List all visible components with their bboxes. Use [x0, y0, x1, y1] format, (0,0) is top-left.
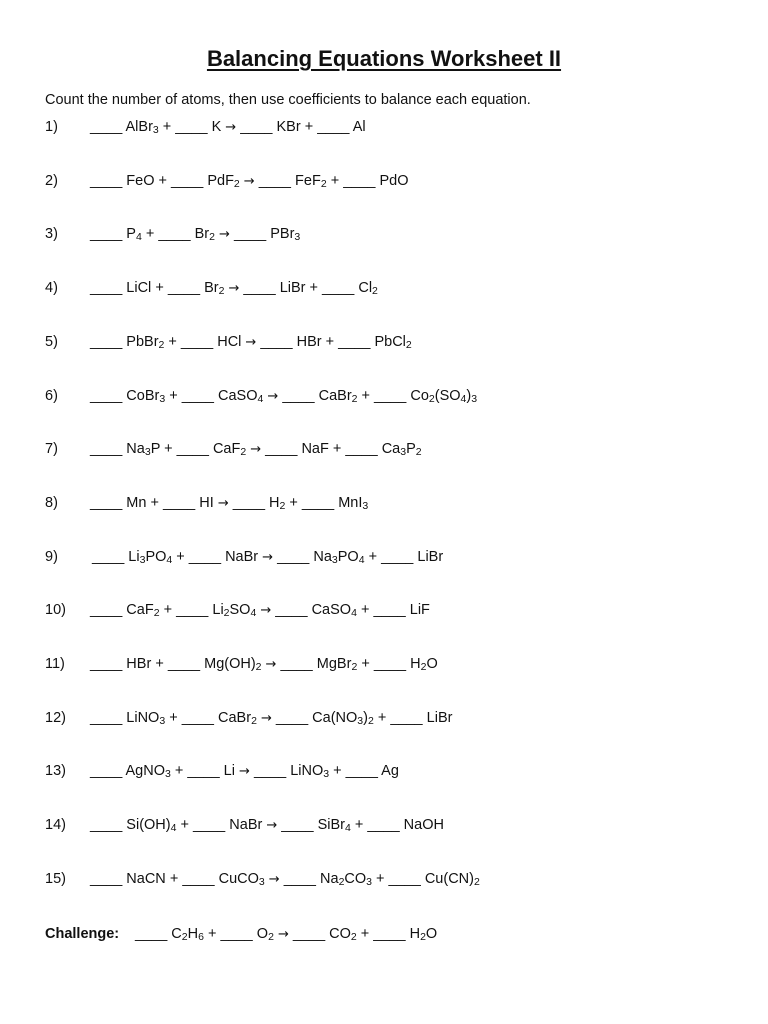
- subscript: 2: [218, 285, 225, 298]
- problem-row: [45, 708, 745, 728]
- chemical-formula: PbCl$_2$: [374, 333, 412, 351]
- subscript: 3: [294, 231, 301, 244]
- chemical-formula: LiNO$_3$: [290, 763, 330, 781]
- plus-sign: +: [368, 548, 378, 565]
- subscript: 4: [166, 553, 173, 566]
- plus-sign: +: [360, 602, 370, 619]
- chemical-formula: KBr: [276, 119, 301, 135]
- subscript: 2: [233, 177, 240, 190]
- problem-row: [45, 869, 745, 889]
- chemical-formula: $Cl_2$: [358, 280, 378, 298]
- challenge-equation: [135, 924, 437, 945]
- problem-row: [45, 224, 745, 244]
- problem-number: 13): [45, 763, 66, 780]
- problem-row: [45, 439, 745, 459]
- problem-row: [45, 547, 745, 567]
- coefficient-blank: ____: [176, 441, 209, 458]
- subscript: 2: [473, 875, 480, 888]
- yields-arrow-icon: →: [225, 120, 237, 135]
- coefficient-blank: ____: [233, 226, 267, 243]
- problem-number: 15): [45, 870, 66, 887]
- subscript: 2: [367, 714, 374, 727]
- chemical-formula: FeF$_2$: [295, 172, 327, 190]
- problem-number: 12): [45, 709, 66, 726]
- coefficient-blank: ____: [260, 333, 293, 350]
- subscript: 3: [471, 392, 478, 405]
- subscript: 3: [165, 768, 171, 781]
- chemical-formula: CaBr$_2$: [318, 387, 358, 405]
- problem-number: 9): [45, 548, 58, 565]
- subscript: 2: [153, 607, 160, 620]
- coefficient-blank: ____: [343, 172, 376, 189]
- chemical-formula: HCl: [217, 333, 242, 350]
- chemical-formula: HBr: [296, 333, 322, 350]
- coefficient-blank: ____: [240, 119, 273, 135]
- subscript: 3: [139, 553, 146, 566]
- coefficient-blank: ____: [243, 280, 276, 297]
- chemical-formula: $Mg(OH)_2$: [204, 656, 262, 673]
- plus-sign: +: [180, 817, 189, 834]
- subscript: 3: [144, 446, 151, 459]
- subscript: 2: [428, 392, 435, 405]
- coefficient-blank: ____: [90, 226, 123, 243]
- coefficient-blank: ____: [90, 656, 123, 672]
- problem-row: [45, 332, 745, 352]
- problem-number: 14): [45, 817, 66, 834]
- chemical-formula: $Br_2$: [194, 226, 215, 244]
- plus-sign: +: [207, 925, 217, 942]
- coefficient-blank: ____: [292, 925, 326, 942]
- plus-sign: +: [169, 387, 178, 404]
- yields-arrow-icon: →: [262, 549, 274, 565]
- problem-row: [45, 761, 745, 781]
- problem-row: [45, 386, 745, 406]
- coefficient-blank: ____: [388, 870, 421, 887]
- coefficient-blank: ____: [90, 870, 123, 887]
- problem-number: 8): [45, 494, 58, 511]
- coefficient-blank: ____: [220, 925, 253, 942]
- chemical-formula: $C_2H_6$: [171, 925, 204, 943]
- subscript: 2: [240, 446, 247, 459]
- plus-sign: +: [330, 172, 340, 189]
- plus-sign: +: [309, 280, 319, 297]
- chemical-formula: NaBr: [229, 817, 263, 834]
- coefficient-blank: ____: [90, 817, 123, 834]
- subscript: 3: [331, 553, 338, 566]
- problem-row: [45, 493, 745, 513]
- subscript: 2: [223, 607, 230, 620]
- chemical-formula: $CO_2$: [329, 925, 357, 943]
- subscript: 2: [158, 338, 165, 351]
- equation: [90, 493, 368, 514]
- coefficient-blank: ____: [162, 494, 196, 511]
- coefficient-blank: ____: [374, 387, 407, 404]
- coefficient-blank: ____: [92, 548, 125, 565]
- chemical-formula: LiNO$_3$: [126, 709, 166, 727]
- subscript: 2: [415, 446, 422, 459]
- yields-arrow-icon: →: [219, 227, 230, 243]
- subscript: 2: [255, 661, 262, 673]
- chemical-formula: $P_4$: [126, 226, 142, 244]
- equation: [90, 278, 378, 299]
- coefficient-blank: ____: [281, 817, 314, 834]
- coefficient-blank: ____: [176, 602, 209, 619]
- yields-arrow-icon: →: [267, 388, 279, 404]
- subscript: 4: [460, 392, 467, 405]
- plus-sign: +: [304, 119, 314, 135]
- chemical-formula: LiBr: [417, 548, 444, 565]
- plus-sign: +: [169, 870, 179, 887]
- chemical-formula: CaF$_2$: [212, 441, 247, 459]
- coefficient-blank: ____: [275, 602, 308, 619]
- coefficient-blank: ____: [181, 709, 214, 726]
- chemical-formula: $Li_3PO_4$: [128, 548, 173, 566]
- yields-arrow-icon: →: [260, 710, 272, 726]
- coefficient-blank: ____: [338, 333, 371, 350]
- yields-arrow-icon: →: [277, 926, 289, 942]
- problem-row: [45, 278, 745, 298]
- chemical-formula: $Na_3P$: [126, 441, 161, 459]
- chemical-formula: Mn: [126, 494, 147, 511]
- chemical-formula: LiBr: [426, 709, 453, 726]
- chemical-formula: CaSO$_4$: [311, 602, 357, 620]
- coefficient-blank: ____: [90, 172, 123, 189]
- chemical-formula: CaBr$_2$: [218, 709, 257, 727]
- subscript: 3: [362, 499, 369, 512]
- plus-sign: +: [168, 333, 177, 350]
- chemical-formula: PdO: [379, 172, 409, 189]
- chemical-formula: Li: [223, 763, 235, 780]
- coefficient-blank: ____: [367, 817, 400, 834]
- subscript: 2: [405, 338, 412, 351]
- equation: [90, 708, 452, 729]
- problem-number: 10): [45, 602, 66, 619]
- subscript: 3: [323, 768, 330, 781]
- problem-number: 2): [45, 172, 58, 189]
- equation: [90, 332, 412, 353]
- chemical-formula: MnI$_3$: [338, 494, 369, 512]
- subscript: 3: [357, 714, 364, 727]
- subscript: 2: [338, 875, 345, 888]
- plus-sign: +: [155, 656, 164, 672]
- coefficient-blank: ____: [390, 709, 423, 726]
- subscript: 2: [279, 499, 286, 512]
- problem-number: 5): [45, 333, 58, 350]
- coefficient-blank: ____: [301, 494, 335, 511]
- plus-sign: +: [174, 763, 184, 780]
- coefficient-blank: ____: [158, 226, 191, 243]
- worksheet-title: [0, 44, 768, 74]
- equation: [90, 171, 409, 192]
- chemical-formula: $Co_2(SO_4)_3$: [410, 387, 478, 405]
- coefficient-blank: ____: [90, 494, 123, 511]
- coefficient-blank: ____: [167, 656, 201, 672]
- subscript: 2: [251, 714, 257, 727]
- coefficient-blank: ____: [280, 656, 313, 672]
- chemical-formula: CuCO$_3$: [218, 870, 265, 888]
- problem-number: 6): [45, 387, 58, 404]
- equation: [90, 600, 430, 621]
- chemical-formula: AlBr$_3$: [125, 119, 159, 136]
- plus-sign: +: [289, 494, 298, 511]
- chemical-formula: Al: [352, 119, 366, 135]
- coefficient-blank: ____: [283, 870, 316, 887]
- plus-sign: +: [333, 763, 342, 780]
- coefficient-blank: ____: [187, 763, 220, 780]
- chemical-formula: LiF: [409, 602, 430, 619]
- yields-arrow-icon: →: [245, 334, 257, 350]
- subscript: 4: [135, 231, 142, 244]
- yields-arrow-icon: →: [243, 173, 255, 189]
- coefficient-blank: ____: [90, 709, 123, 726]
- coefficient-blank: ____: [373, 602, 406, 619]
- chemical-formula: PbBr$_2$: [126, 333, 165, 351]
- coefficient-blank: ____: [317, 119, 350, 135]
- plus-sign: +: [361, 656, 370, 672]
- plus-sign: +: [150, 494, 159, 511]
- chemical-formula: CaF$_2$: [126, 602, 160, 620]
- coefficient-blank: ____: [192, 817, 226, 834]
- chemical-formula: $Na_3PO_4$: [313, 548, 365, 566]
- chemical-formula: $Cu(CN)_2$: [424, 870, 480, 888]
- subscript: 4: [250, 607, 257, 620]
- chemical-formula: Ag: [381, 763, 399, 780]
- coefficient-blank: ____: [182, 870, 215, 887]
- chemical-formula: MgBr$_2$: [316, 656, 358, 673]
- problem-number: 3): [45, 226, 58, 243]
- coefficient-blank: ____: [90, 441, 123, 458]
- plus-sign: +: [376, 870, 385, 887]
- coefficient-blank: ____: [258, 172, 291, 189]
- coefficient-blank: ____: [373, 656, 407, 672]
- equation: [90, 815, 444, 836]
- problem-row: [45, 815, 745, 835]
- chemical-formula: $Ca(NO_3)_2$: [312, 709, 374, 727]
- subscript: 3: [159, 392, 166, 405]
- coefficient-blank: ____: [188, 548, 222, 565]
- coefficient-blank: ____: [181, 387, 214, 404]
- problem-row: [45, 171, 745, 191]
- equation: [92, 547, 443, 568]
- subscript: 3: [159, 714, 166, 727]
- problem-number: 1): [45, 119, 58, 135]
- subscript: 2: [351, 392, 358, 405]
- chemical-formula: CaSO$_4$: [218, 387, 264, 405]
- problem-row: [45, 600, 745, 620]
- subscript: 4: [351, 607, 357, 620]
- coefficient-blank: ____: [282, 387, 315, 404]
- coefficient-blank: ____: [345, 441, 378, 458]
- coefficient-blank: ____: [90, 602, 123, 619]
- coefficient-blank: ____: [253, 763, 287, 780]
- chemical-formula: HBr: [126, 656, 152, 672]
- plus-sign: +: [361, 387, 371, 404]
- subscript: 2: [320, 177, 327, 190]
- yields-arrow-icon: →: [217, 495, 229, 511]
- problem-row: [45, 654, 745, 674]
- plus-sign: +: [162, 119, 172, 135]
- subscript: 2: [420, 930, 426, 943]
- yields-arrow-icon: →: [228, 281, 240, 297]
- chemical-formula: NaOH: [403, 817, 444, 834]
- chemical-formula: PBr$_3$: [270, 226, 301, 244]
- plus-sign: +: [325, 333, 335, 350]
- instructions-text: Count the number of atoms, then use coefficients to balance each equation.: [45, 92, 531, 108]
- yields-arrow-icon: →: [250, 442, 262, 458]
- chemical-formula: $Na_2CO_3$: [320, 870, 372, 888]
- coefficient-blank: ____: [167, 280, 201, 297]
- coefficient-blank: ____: [171, 172, 204, 189]
- chemical-formula: $H_2O$: [409, 925, 438, 943]
- problem-number: 7): [45, 441, 58, 458]
- coefficient-blank: ____: [265, 441, 298, 458]
- chemical-formula: NaCN: [126, 870, 166, 887]
- subscript: 4: [345, 822, 351, 835]
- chemical-formula: $H_2$: [269, 494, 286, 512]
- yields-arrow-icon: →: [268, 871, 280, 887]
- plus-sign: +: [164, 441, 173, 458]
- yields-arrow-icon: →: [239, 764, 250, 780]
- subscript: 4: [257, 392, 264, 405]
- equation: [90, 761, 399, 782]
- coefficient-blank: ____: [90, 333, 123, 350]
- yields-arrow-icon: →: [266, 818, 278, 834]
- coefficient-blank: ____: [90, 763, 123, 780]
- chemical-formula: AgNO$_3$: [125, 763, 171, 781]
- chemical-formula: $Li_2SO_4$: [212, 602, 257, 620]
- plus-sign: +: [332, 441, 342, 458]
- chemical-formula: FeO: [126, 172, 155, 189]
- equation: [90, 439, 422, 460]
- coefficient-blank: ____: [345, 763, 378, 780]
- chemical-formula: $O_2$: [256, 925, 274, 943]
- plus-sign: +: [155, 280, 164, 297]
- problem-number: 4): [45, 280, 58, 297]
- coefficient-blank: ____: [373, 925, 406, 942]
- subscript: 2: [181, 930, 188, 943]
- equation: [90, 386, 477, 407]
- coefficient-blank: ____: [90, 387, 123, 404]
- subscript: 2: [268, 930, 274, 943]
- equation: [90, 654, 438, 675]
- plus-sign: +: [360, 925, 370, 942]
- plus-sign: +: [354, 817, 364, 834]
- title-text: Balancing Equations Worksheet II: [206, 46, 562, 71]
- plus-sign: +: [158, 172, 167, 189]
- subscript: 2: [372, 285, 378, 298]
- subscript: 3: [400, 446, 407, 459]
- subscript: 2: [351, 661, 358, 673]
- coefficient-blank: ____: [232, 494, 266, 511]
- problem-number: 11): [45, 656, 65, 672]
- equation: [90, 224, 300, 245]
- coefficient-blank: ____: [135, 925, 168, 942]
- coefficient-blank: ____: [90, 119, 123, 135]
- plus-sign: +: [169, 709, 178, 726]
- coefficient-blank: ____: [175, 119, 208, 135]
- coefficient-blank: ____: [277, 548, 310, 565]
- coefficient-blank: ____: [180, 333, 214, 350]
- plus-sign: +: [176, 548, 185, 565]
- subscript: 3: [366, 875, 372, 888]
- chemical-formula: HI: [199, 494, 214, 511]
- chemical-formula: $H_2O$: [410, 656, 438, 673]
- chemical-formula: $Br_2$: [204, 280, 225, 298]
- yields-arrow-icon: →: [265, 657, 277, 672]
- coefficient-blank: ____: [381, 548, 414, 565]
- problem-row: [45, 117, 745, 137]
- subscript: 3: [152, 124, 159, 136]
- equation: [90, 869, 480, 890]
- chemical-formula: K: [211, 119, 222, 135]
- subscript: 2: [209, 231, 215, 244]
- chemical-formula: LiBr: [279, 280, 306, 297]
- subscript: 2: [420, 661, 427, 673]
- chemical-formula: $Ca_3P_2$: [381, 441, 422, 459]
- plus-sign: +: [377, 709, 387, 726]
- chemical-formula: $Si(OH)_4$: [126, 817, 177, 835]
- yields-arrow-icon: →: [260, 603, 272, 619]
- subscript: 6: [198, 930, 204, 943]
- subscript: 3: [258, 875, 265, 888]
- plus-sign: +: [145, 226, 155, 243]
- coefficient-blank: ____: [90, 280, 123, 297]
- subscript: 4: [358, 553, 365, 566]
- chemical-formula: LiCl: [126, 280, 152, 297]
- challenge-label: Challenge:: [45, 925, 120, 942]
- plus-sign: +: [163, 602, 173, 619]
- challenge-row: [45, 924, 745, 944]
- chemical-formula: CoBr$_3$: [126, 387, 166, 405]
- chemical-formula: PdF$_2$: [207, 172, 240, 190]
- coefficient-blank: ____: [275, 709, 309, 726]
- chemical-formula: SiBr$_4$: [317, 817, 351, 835]
- subscript: 2: [350, 930, 357, 943]
- equation: [90, 117, 366, 138]
- subscript: 4: [170, 822, 177, 835]
- chemical-formula: NaBr: [225, 548, 259, 565]
- chemical-formula: NaF: [301, 441, 329, 458]
- coefficient-blank: ____: [322, 280, 355, 297]
